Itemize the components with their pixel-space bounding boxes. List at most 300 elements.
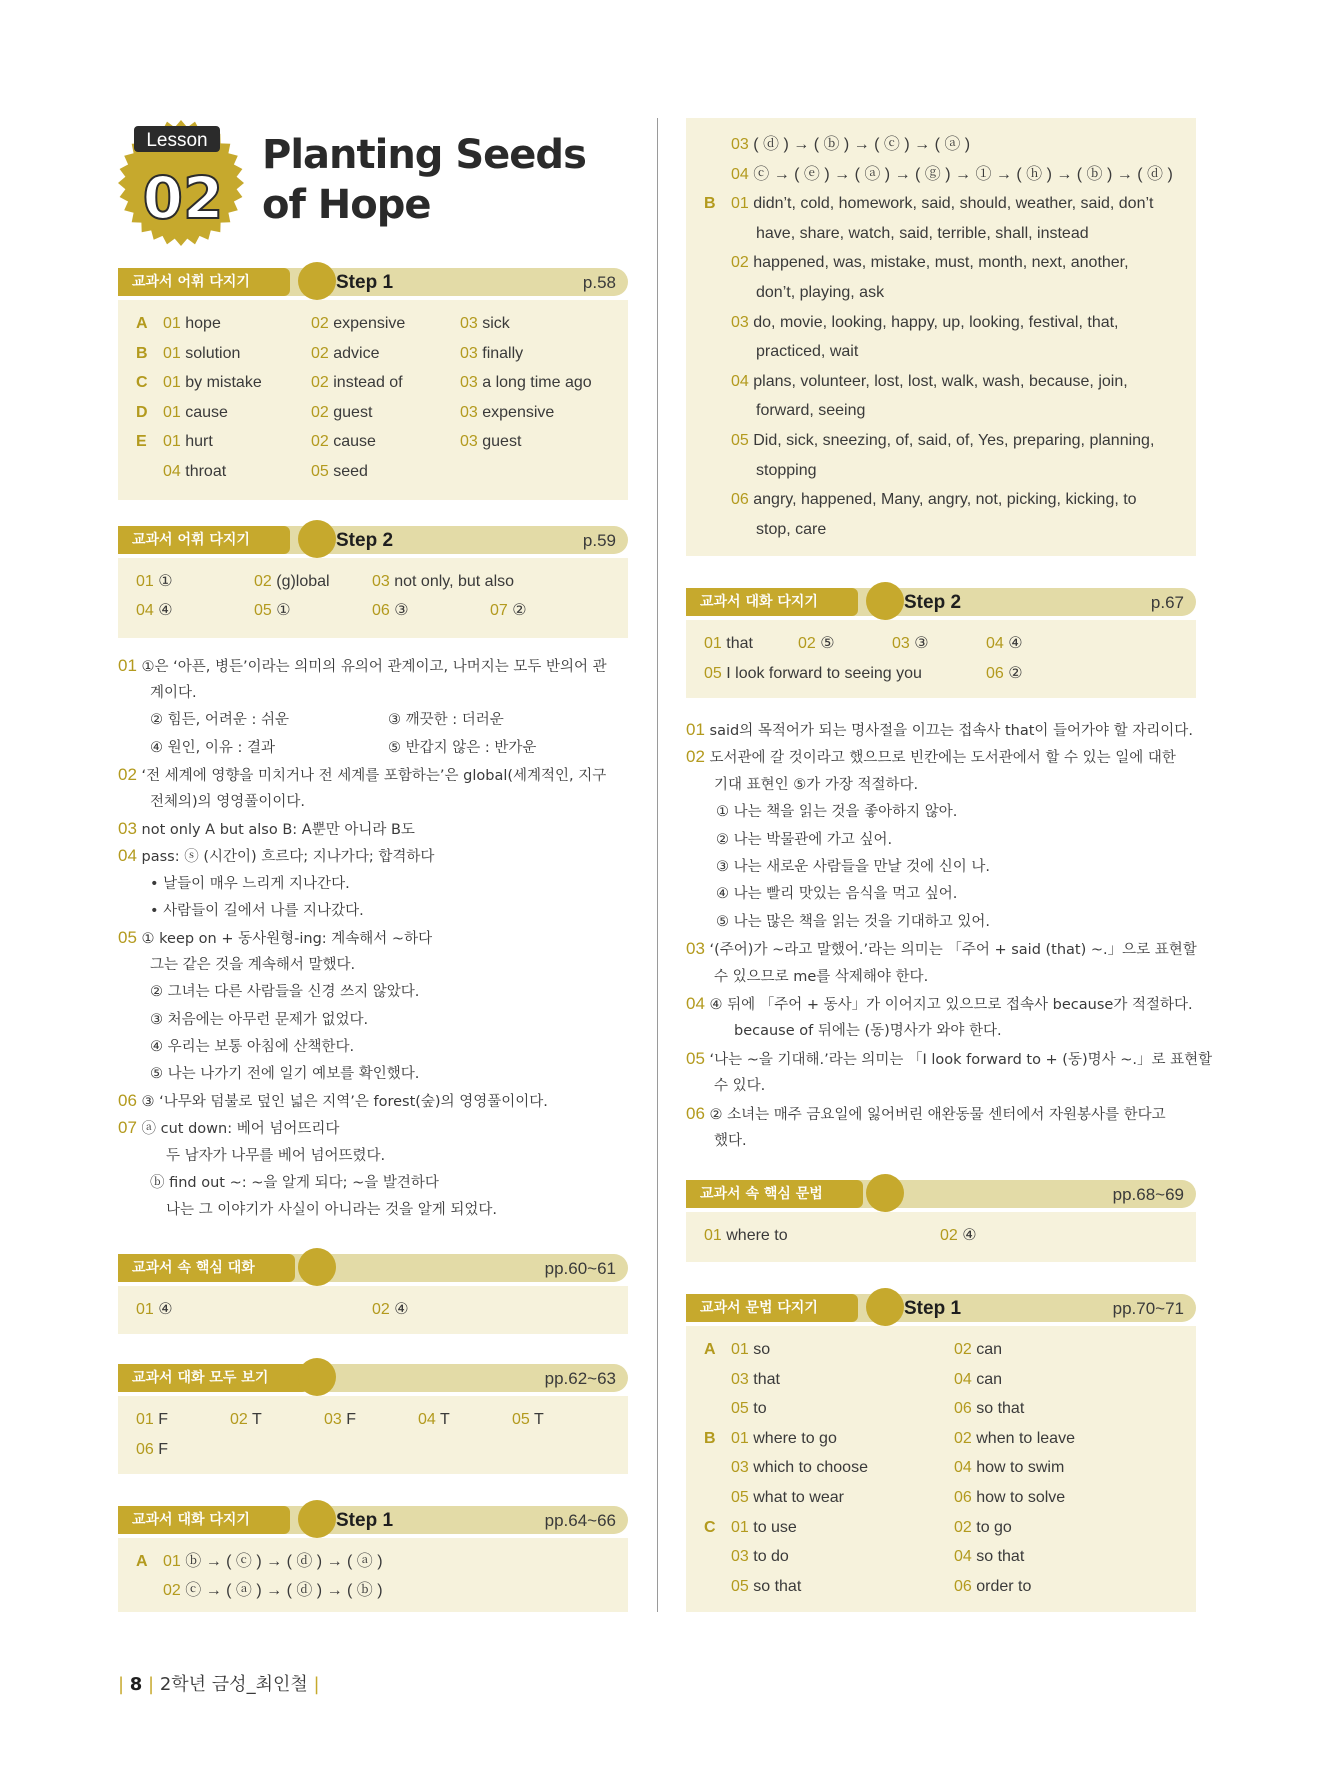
section-letter: A bbox=[136, 1553, 148, 1570]
answer-number: 03 bbox=[372, 573, 390, 590]
answer-item bbox=[460, 314, 510, 334]
explanation-line bbox=[118, 819, 415, 840]
answer-number: 02 bbox=[163, 1582, 181, 1599]
explanation-text: ⓑ find out ~: ~을 알게 되다; ~을 발견하다 bbox=[150, 1174, 439, 1191]
explanation-text: 했다. bbox=[714, 1133, 747, 1149]
explanation-text: • 사람들이 길에서 나를 지나갔다. bbox=[150, 902, 364, 919]
explanation-line bbox=[716, 830, 892, 850]
answer-number: 01 bbox=[731, 195, 749, 213]
answer-number: 02 bbox=[230, 1411, 248, 1428]
answer-item bbox=[163, 314, 221, 334]
answer-text: F bbox=[153, 1411, 169, 1428]
section-header-dialogue-step2: 교과서 대화 다지기 Step 2 p.67 bbox=[686, 582, 1196, 618]
answer-number: 05 bbox=[731, 1577, 749, 1595]
answer-item bbox=[163, 344, 240, 364]
answer-item bbox=[731, 1340, 770, 1360]
answer-line bbox=[756, 400, 865, 422]
answer-number: 02 bbox=[940, 1227, 958, 1244]
answer-item bbox=[798, 634, 835, 654]
answer-number: 03 bbox=[460, 315, 478, 332]
answer-item bbox=[136, 572, 173, 592]
answer-number: 01 bbox=[163, 403, 181, 421]
answer-text: guest bbox=[328, 403, 373, 421]
answer-number: 02 bbox=[954, 1518, 972, 1536]
answer-number: 01 bbox=[136, 1301, 154, 1318]
explanation-line bbox=[150, 982, 419, 1002]
answer-text: plans, volunteer, lost, lost, walk, wash, because, join, bbox=[753, 372, 1128, 390]
answer-item bbox=[892, 634, 929, 654]
answer-text: ⑤ bbox=[815, 635, 835, 652]
explanation-text: not only A but also B: A뿐만 아니라 B도 bbox=[141, 822, 415, 839]
answer-number: 06 bbox=[954, 1489, 972, 1506]
answer-number: 03 bbox=[731, 313, 749, 331]
explanation-number: 07 bbox=[118, 1118, 137, 1138]
answer-text: to bbox=[748, 1400, 767, 1418]
explanation-text: ⑤ 나는 많은 책을 읽는 것을 기대하고 있어. bbox=[716, 913, 990, 930]
answer-number: 04 bbox=[163, 462, 181, 480]
answer-item bbox=[460, 373, 592, 393]
answer-number: 03 bbox=[731, 136, 749, 153]
answer-text: can bbox=[971, 1370, 1003, 1388]
answer-item bbox=[512, 1410, 544, 1430]
answer-line bbox=[731, 371, 1128, 393]
answer-text: not only, but also bbox=[389, 573, 515, 590]
section-letter: B bbox=[704, 195, 716, 213]
answer-text: advice bbox=[328, 344, 380, 362]
answer-box-all-dialogue bbox=[118, 1396, 628, 1474]
explanation-text: ② 그녀는 다른 사람들을 신경 쓰지 않았다. bbox=[150, 984, 420, 1001]
answer-text: guest bbox=[477, 433, 522, 450]
answer-text: ④ bbox=[1003, 635, 1023, 652]
answer-text: cause bbox=[328, 433, 376, 450]
section-header-vocab-step1: 교과서 어휘 다지기 Step 1 p.58 bbox=[118, 262, 628, 298]
answer-item bbox=[704, 1226, 788, 1246]
answer-item bbox=[372, 601, 409, 621]
answer-item bbox=[731, 1577, 801, 1597]
answer-text: order to bbox=[971, 1577, 1032, 1595]
lesson-title: Planting Seeds of Hope bbox=[262, 132, 586, 228]
explanation-line bbox=[714, 1076, 765, 1096]
answer-text: angry, happened, Many, angry, not, picking, kicking, to bbox=[753, 491, 1137, 509]
section-header-vocab-step2: 교과서 어휘 다지기 Step 2 p.59 bbox=[118, 520, 628, 556]
answer-number: 05 bbox=[731, 432, 749, 449]
answer-item bbox=[163, 403, 228, 423]
explanation-text: • 날들이 매우 느리게 지나간다. bbox=[150, 875, 350, 892]
section-letter: D bbox=[136, 403, 148, 421]
answer-item bbox=[704, 634, 753, 654]
explanation-text: ② 소녀는 매주 금요일에 잃어버린 애완동물 센터에서 자원봉사를 한다고 bbox=[709, 1106, 1166, 1123]
answer-box-vocab-step2 bbox=[118, 558, 628, 638]
explanation-line bbox=[150, 1173, 439, 1193]
answer-number: 02 bbox=[311, 433, 329, 450]
section-letter: A bbox=[136, 315, 148, 332]
answer-item bbox=[460, 344, 523, 364]
answer-text: Did, sick, sneezing, of, said, of, Yes, preparing, planning, bbox=[753, 432, 1155, 449]
answer-item bbox=[731, 1429, 837, 1449]
answer-number: 04 bbox=[731, 372, 749, 390]
answer-item bbox=[954, 1577, 1031, 1597]
answer-text: sick bbox=[477, 315, 510, 332]
section-header-dialogue-step1: 교과서 대화 다지기 Step 1 pp.64~66 bbox=[118, 1500, 628, 1536]
section-header-core-dialogue: 교과서 속 핵심 대화 pp.60~61 bbox=[118, 1248, 628, 1284]
answer-text: ⓑ → ( ⓒ ) → ( ⓓ ) → ( ⓐ ) bbox=[180, 1553, 383, 1570]
explanation-text: ①은 ‘아픈, 병든’이라는 의미의 유의어 관계이고, 나머지는 모두 반의어 관 bbox=[141, 659, 607, 675]
explanation-line bbox=[716, 884, 957, 904]
explanation-number: 06 bbox=[118, 1091, 137, 1111]
answer-text: seed bbox=[328, 462, 368, 480]
answer-text: do, movie, looking, happy, up, looking, festival, that, bbox=[753, 313, 1119, 331]
answer-number: 04 bbox=[954, 1548, 972, 1566]
explanation-text: 기대 표현인 ⑤가 가장 적절하다. bbox=[714, 776, 919, 793]
answer-text: where to go bbox=[748, 1429, 837, 1447]
answer-number: 06 bbox=[136, 1441, 154, 1458]
explanation-text: ③ 처음에는 아무런 문제가 없었다. bbox=[150, 1011, 369, 1028]
answer-item bbox=[954, 1340, 1002, 1360]
explanation-text: 도서관에 갈 것이라고 했으므로 빈칸에는 도서관에서 할 수 있는 일에 대한 bbox=[709, 750, 1176, 767]
answer-number: 02 bbox=[311, 374, 329, 391]
answer-item bbox=[324, 1410, 356, 1430]
lesson-label: Lesson bbox=[146, 130, 208, 151]
answer-line bbox=[731, 252, 1129, 274]
explanation-line bbox=[118, 1091, 548, 1112]
answer-number: 01 bbox=[136, 1411, 154, 1428]
answer-number: 07 bbox=[490, 602, 508, 619]
answer-item bbox=[254, 572, 330, 592]
answer-text: how to swim bbox=[971, 1459, 1065, 1477]
answer-item bbox=[163, 373, 262, 393]
answer-text: solution bbox=[180, 344, 241, 362]
answer-item bbox=[372, 1300, 409, 1320]
answer-item bbox=[731, 1488, 844, 1508]
answer-number: 01 bbox=[163, 433, 181, 450]
answer-line bbox=[731, 489, 1137, 511]
answer-text: F bbox=[153, 1441, 169, 1458]
explanation-number: 01 bbox=[686, 720, 705, 739]
answer-text: can bbox=[971, 1341, 1003, 1358]
answer-text: ④ bbox=[153, 1301, 173, 1318]
answer-item bbox=[136, 1300, 173, 1320]
answer-number: 01 bbox=[163, 344, 181, 362]
answer-line bbox=[731, 312, 1119, 334]
answer-number: 02 bbox=[372, 1301, 390, 1318]
answer-item bbox=[460, 432, 521, 452]
answer-number: 05 bbox=[311, 462, 329, 480]
answer-text: F bbox=[341, 1411, 357, 1428]
answer-line bbox=[756, 223, 1089, 245]
answer-text: ⓒ → ( ⓔ ) → ( ⓐ ) → ( ⓖ ) → ① → ( ⓗ ) → ( ⓑ ) → ( ⓓ ) bbox=[753, 165, 1173, 183]
answer-item bbox=[954, 1399, 1024, 1419]
answer-number: 01 bbox=[136, 573, 154, 590]
answer-text: ④ bbox=[389, 1301, 409, 1318]
answer-number: 06 bbox=[954, 1400, 972, 1418]
answer-item bbox=[163, 462, 226, 482]
explanation-line bbox=[118, 656, 607, 677]
explanation-line bbox=[686, 994, 1193, 1015]
explanation-line bbox=[150, 1037, 354, 1057]
answer-text: cause bbox=[180, 403, 228, 421]
answer-number: 06 bbox=[986, 665, 1004, 682]
explanation-text: ④ 우리는 보통 아침에 산책한다. bbox=[150, 1038, 355, 1055]
answer-item bbox=[986, 634, 1023, 654]
explanation-side-text: ③ 깨끗한 : 더러운 bbox=[388, 712, 504, 729]
answer-number: 03 bbox=[731, 1548, 749, 1566]
section-letter: B bbox=[704, 1429, 716, 1447]
answer-line bbox=[756, 519, 826, 541]
answer-number: 01 bbox=[163, 374, 181, 391]
explanation-line bbox=[714, 1131, 747, 1151]
explanation-text: 나는 그 이야기가 사실이 아니라는 것을 알게 되었다. bbox=[166, 1202, 498, 1218]
answer-text: T bbox=[529, 1411, 544, 1428]
answer-text: ② bbox=[1003, 665, 1023, 682]
explanation-text: ① 나는 책을 읽는 것을 좋아하지 않아. bbox=[716, 804, 958, 821]
answer-text: T bbox=[247, 1411, 262, 1428]
explanation-number: 03 bbox=[686, 939, 705, 959]
answer-text: by mistake bbox=[180, 374, 262, 391]
explanation-line bbox=[686, 939, 1197, 960]
answer-item bbox=[311, 403, 372, 423]
explanation-number: 04 bbox=[118, 846, 137, 866]
answer-number: 06 bbox=[954, 1577, 972, 1595]
section-header-core-grammar: 교과서 속 핵심 문법 pp.68~69 bbox=[686, 1174, 1196, 1210]
answer-number: 02 bbox=[311, 403, 329, 421]
explanation-line bbox=[714, 775, 918, 795]
answer-item bbox=[986, 664, 1023, 684]
explanation-text: said의 목적어가 되는 명사절을 이끄는 접속사 that이 들어가야 할 자리이다. bbox=[709, 723, 1193, 739]
answer-number: 01 bbox=[163, 1553, 181, 1570]
explanation-line bbox=[686, 1104, 1166, 1125]
answer-text: practiced, wait bbox=[756, 343, 859, 361]
answer-text: to do bbox=[748, 1548, 789, 1566]
answer-text: hurt bbox=[180, 433, 213, 450]
explanation-line bbox=[118, 1118, 339, 1139]
answer-number: 05 bbox=[704, 665, 722, 682]
answer-number: 03 bbox=[460, 403, 478, 421]
explanation-text: ④ 뒤에 「주어 + 동사」가 이어지고 있으므로 접속사 because가 적절하다. bbox=[709, 997, 1193, 1013]
answer-text: ( ⓓ ) → ( ⓑ ) → ( ⓒ ) → ( ⓐ ) bbox=[753, 136, 971, 153]
answer-number: 01 bbox=[731, 1518, 749, 1536]
answer-number: 04 bbox=[136, 602, 154, 619]
answer-item bbox=[490, 601, 527, 621]
answer-item bbox=[940, 1226, 977, 1246]
answer-item bbox=[731, 1399, 767, 1419]
answer-text: stopping bbox=[756, 461, 817, 479]
explanation-line bbox=[150, 1064, 419, 1084]
explanation-number: 02 bbox=[118, 764, 137, 784]
answer-text: to go bbox=[971, 1518, 1012, 1536]
answer-text: ③ bbox=[909, 635, 929, 652]
answer-item bbox=[311, 373, 403, 393]
answer-number: 01 bbox=[163, 315, 181, 332]
answer-text: so that bbox=[748, 1577, 802, 1595]
explanation-number: 02 bbox=[686, 747, 705, 767]
explanation-line bbox=[150, 738, 275, 758]
answer-number: 03 bbox=[892, 635, 910, 652]
answer-number: 02 bbox=[731, 254, 749, 272]
explanation-text: ⑤ 나는 나가기 전에 일기 예보를 확인했다. bbox=[150, 1066, 420, 1082]
answer-number: 02 bbox=[311, 344, 329, 362]
answer-number: 02 bbox=[954, 1429, 972, 1447]
answer-number: 04 bbox=[954, 1370, 972, 1388]
answer-text: ③ bbox=[389, 602, 409, 619]
answer-number: 03 bbox=[731, 1370, 749, 1388]
answer-number: 01 bbox=[731, 1341, 749, 1358]
answer-box-dialogue-step2 bbox=[686, 620, 1196, 698]
answer-item bbox=[136, 1410, 168, 1430]
explanation-text: 수 있으므로 me를 삭제해야 한다. bbox=[714, 968, 929, 985]
answer-text: what to wear bbox=[748, 1489, 844, 1506]
answer-text: throat bbox=[180, 462, 227, 480]
explanation-text: ④ 나는 빨리 맛있는 음식을 먹고 싶어. bbox=[716, 886, 958, 903]
answer-text: hope bbox=[180, 315, 221, 332]
answer-text: which to choose bbox=[748, 1459, 868, 1477]
lesson-badge bbox=[116, 118, 246, 248]
explanation-number: 06 bbox=[686, 1103, 705, 1123]
answer-text: didn’t, cold, homework, said, should, weather, said, don’t bbox=[753, 195, 1154, 213]
footer-text: 2학년 금성_최인철 bbox=[159, 1674, 308, 1695]
answer-item bbox=[136, 1440, 168, 1460]
answer-item bbox=[230, 1410, 262, 1430]
answer-text: that bbox=[721, 635, 753, 652]
answer-text: so bbox=[748, 1341, 771, 1358]
page-footer: | 8 | 2학년 금성_최인철 | bbox=[118, 1674, 320, 1695]
explanation-line bbox=[716, 857, 990, 877]
answer-item bbox=[163, 1581, 383, 1601]
section-letter: A bbox=[704, 1341, 716, 1358]
section-letter: C bbox=[136, 374, 148, 391]
answer-item bbox=[460, 403, 554, 423]
explanation-text: ③ ‘나무와 덤불로 덮인 넓은 지역’은 forest(숲)의 영영풀이이다. bbox=[141, 1094, 548, 1111]
answer-item bbox=[254, 601, 291, 621]
answer-text: how to solve bbox=[971, 1489, 1066, 1506]
answer-item bbox=[954, 1518, 1012, 1538]
answer-line bbox=[756, 282, 884, 304]
answer-text: expensive bbox=[477, 403, 555, 421]
lesson-number: 02 bbox=[142, 164, 224, 232]
explanation-line bbox=[714, 967, 928, 987]
explanation-text: 계이다. bbox=[150, 685, 197, 702]
explanation-text: because of 뒤에는 (동)명사가 와야 한다. bbox=[734, 1023, 1002, 1040]
answer-line bbox=[756, 460, 817, 482]
answer-item bbox=[311, 314, 405, 334]
answer-number: 02 bbox=[254, 573, 272, 590]
explanation-text: ‘전 세계에 영향을 미치거나 전 세계를 포함하는’은 global(세계적인, 지구 bbox=[141, 767, 607, 784]
explanation-line bbox=[118, 846, 434, 867]
section-header-all-dialogue: 교과서 대화 모두 보기 pp.62~63 bbox=[118, 1358, 628, 1394]
explanation-text: ⓐ cut down: 베어 넘어뜨리다 bbox=[141, 1121, 340, 1138]
answer-item bbox=[311, 344, 380, 364]
answer-item bbox=[731, 1458, 868, 1478]
answer-number: 04 bbox=[418, 1411, 436, 1428]
explanation-number: 01 bbox=[118, 656, 137, 675]
explanation-line bbox=[686, 747, 1176, 768]
answer-text: have, share, watch, said, terrible, shall, instead bbox=[756, 224, 1089, 242]
answer-number: 02 bbox=[311, 315, 329, 332]
answer-number: 05 bbox=[731, 1400, 749, 1418]
answer-number: 02 bbox=[798, 635, 816, 652]
column-divider bbox=[657, 118, 658, 1612]
section-letter: C bbox=[704, 1518, 716, 1536]
explanation-text: 전체의)의 영영풀이이다. bbox=[150, 794, 305, 810]
answer-text: don’t, playing, ask bbox=[756, 284, 885, 301]
answer-item bbox=[418, 1410, 450, 1430]
answer-text: ① bbox=[153, 573, 173, 590]
section-header-grammar-step1: 교과서 문법 다지기 Step 1 pp.70~71 bbox=[686, 1288, 1196, 1324]
explanation-side-text: ⑤ 반갑지 않은 : 반가운 bbox=[388, 739, 537, 756]
answer-line bbox=[731, 134, 970, 156]
answer-item bbox=[954, 1547, 1024, 1567]
explanation-line bbox=[150, 683, 197, 703]
answer-line bbox=[731, 164, 1173, 186]
answer-item bbox=[311, 462, 368, 482]
explanation-text: ② 나는 박물관에 가고 싶어. bbox=[716, 831, 893, 848]
explanation-number: 05 bbox=[118, 928, 137, 947]
answer-number: 04 bbox=[731, 165, 749, 183]
answer-text: T bbox=[435, 1411, 450, 1428]
explanation-number: 04 bbox=[686, 994, 705, 1013]
answer-text: ⓒ → ( ⓐ ) → ( ⓓ ) → ( ⓑ ) bbox=[180, 1582, 383, 1599]
answer-text: forward, seeing bbox=[756, 402, 866, 420]
explanation-line bbox=[716, 802, 957, 822]
answer-number: 01 bbox=[704, 1227, 722, 1244]
explanation-line bbox=[150, 710, 289, 730]
explanation-text: pass: ⓢ (시간이) 흐르다; 지나가다; 합격하다 bbox=[141, 849, 435, 866]
answer-text: ④ bbox=[153, 602, 173, 619]
explanation-line bbox=[118, 765, 606, 786]
explanation-text: ‘나는 ~을 기대해.’라는 의미는 「I look forward to + (동)명사 ~.」로 표현할 bbox=[709, 1051, 1213, 1068]
answer-number: 06 bbox=[731, 491, 749, 509]
answer-text: finally bbox=[477, 344, 524, 362]
explanation-text: ③ 나는 새로운 사람들을 만날 것에 신이 나. bbox=[716, 859, 990, 875]
answer-number: 04 bbox=[954, 1459, 972, 1477]
page-number: 8 bbox=[129, 1674, 143, 1695]
answer-number: 04 bbox=[986, 635, 1004, 652]
answer-line bbox=[731, 193, 1153, 215]
answer-text: stop, care bbox=[756, 520, 827, 538]
explanation-line bbox=[150, 955, 355, 975]
answer-number: 01 bbox=[731, 1429, 749, 1447]
answer-number: 03 bbox=[460, 433, 478, 450]
answer-text: so that bbox=[971, 1400, 1025, 1418]
explanation-number: 03 bbox=[118, 819, 137, 839]
explanation-text: 수 있다. bbox=[714, 1078, 766, 1095]
explanation-text: 두 남자가 나무를 베어 넘어뜨렸다. bbox=[166, 1147, 386, 1164]
answer-number: 03 bbox=[460, 344, 478, 362]
explanation-text: ④ 원인, 이유 : 결과 bbox=[150, 739, 275, 756]
answer-number: 05 bbox=[512, 1411, 530, 1428]
answer-line bbox=[756, 341, 858, 363]
answer-item bbox=[954, 1488, 1065, 1508]
section-letter: E bbox=[136, 433, 147, 450]
answer-text: to use bbox=[748, 1518, 797, 1536]
answer-item bbox=[954, 1429, 1075, 1449]
answer-number: 01 bbox=[704, 635, 722, 652]
explanation-text: ① keep on + 동사원형-ing: 계속해서 ~하다 bbox=[141, 931, 433, 947]
answer-text: a long time ago bbox=[477, 374, 592, 391]
answer-number: 03 bbox=[324, 1411, 342, 1428]
answer-text: ② bbox=[507, 602, 527, 619]
answer-text: expensive bbox=[328, 315, 406, 332]
answer-text: that bbox=[748, 1370, 780, 1388]
answer-text: so that bbox=[971, 1548, 1025, 1566]
answer-text: happened, was, mistake, must, month, next, another, bbox=[753, 254, 1129, 272]
answer-item bbox=[731, 1518, 797, 1538]
explanation-line bbox=[150, 874, 350, 894]
explanation-text: ‘(주어)가 ~라고 말했어.’라는 의미는 「주어 + said (that) ~.」으로 표현할 bbox=[709, 942, 1197, 959]
explanation-number: 05 bbox=[686, 1048, 705, 1068]
answer-number: 03 bbox=[731, 1459, 749, 1477]
answer-item bbox=[704, 664, 922, 684]
answer-text: ① bbox=[271, 602, 291, 619]
